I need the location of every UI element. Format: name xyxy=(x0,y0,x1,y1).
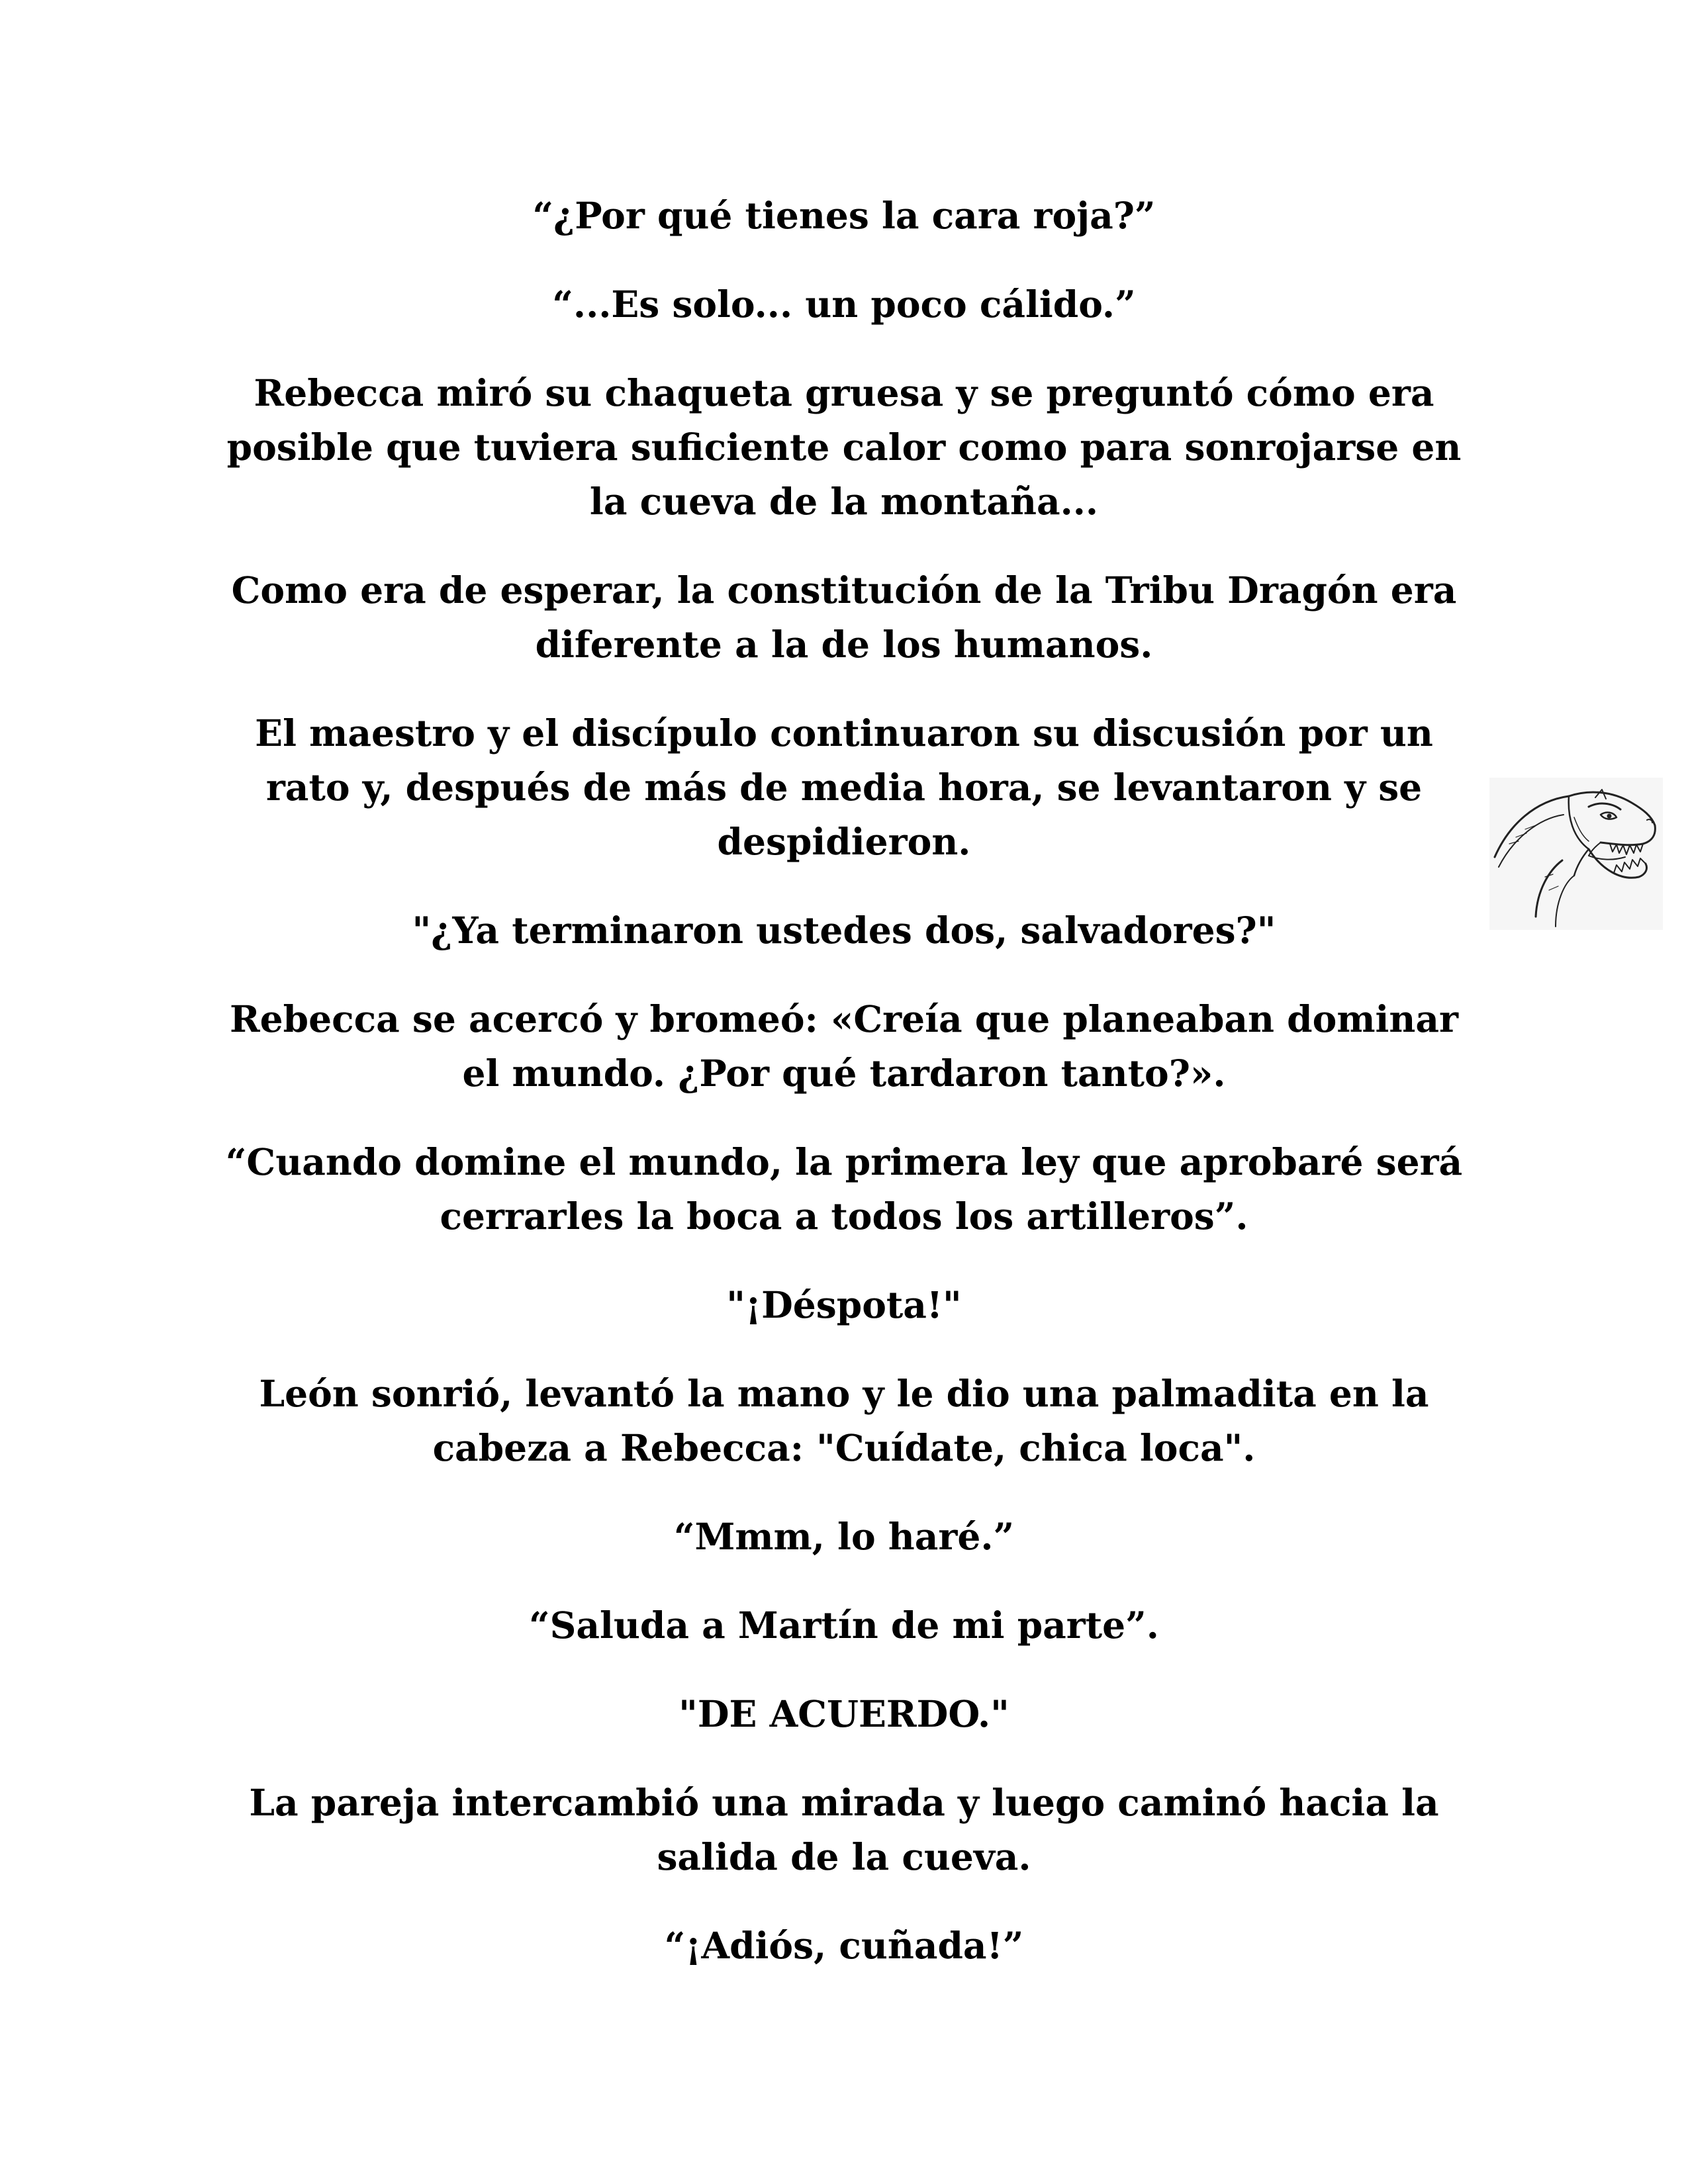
paragraph-2: “...Es solo... un poco cálido.” xyxy=(552,283,1136,326)
paragraph-10: León sonrió, levantó la mano y le dio una palmadita en la cabeza a Rebecca: "Cuídate, chica loca". xyxy=(259,1372,1429,1469)
paragraph-14: La pareja intercambió una mirada y luego caminó hacia la salida de la cueva. xyxy=(249,1781,1439,1878)
paragraph-6: "¿Ya terminaron ustedes dos, salvadores?" xyxy=(412,909,1276,952)
paragraph-8: “Cuando domine el mundo, la primera ley que aprobaré será cerrarles la boca a todos los artilleros”. xyxy=(225,1140,1463,1238)
paragraph-5: El maestro y el discípulo continuaron su discusión por un rato y, después de más de media hora, se levantaron y se despidieron. xyxy=(255,711,1433,863)
paragraph-11: “Mmm, lo haré.” xyxy=(673,1515,1015,1558)
paragraph-9: "¡Déspota!" xyxy=(726,1283,962,1326)
paragraph-4: Como era de esperar, la constitución de la Tribu Dragón era diferente a la de los humanos. xyxy=(231,569,1457,666)
paragraph-15: “¡Adiós, cuñada!” xyxy=(664,1924,1024,1967)
paragraph-7: Rebecca se acercó y bromeó: «Creía que planeaban dominar el mundo. ¿Por qué tardaron tanto?». xyxy=(229,997,1459,1095)
paragraph-3: Rebecca miró su chaqueta gruesa y se preguntó cómo era posible que tuviera suficiente calor como para sonrojarse en la cueva de la montaña... xyxy=(226,371,1462,523)
story-text xyxy=(225,189,1463,1973)
paragraph-1: “¿Por qué tienes la cara roja?” xyxy=(532,194,1156,237)
paragraph-13: "DE ACUERDO." xyxy=(679,1692,1009,1735)
dragon-head-sketch-icon xyxy=(1489,778,1663,930)
paragraph-12: “Saluda a Martín de mi parte”. xyxy=(529,1604,1159,1647)
